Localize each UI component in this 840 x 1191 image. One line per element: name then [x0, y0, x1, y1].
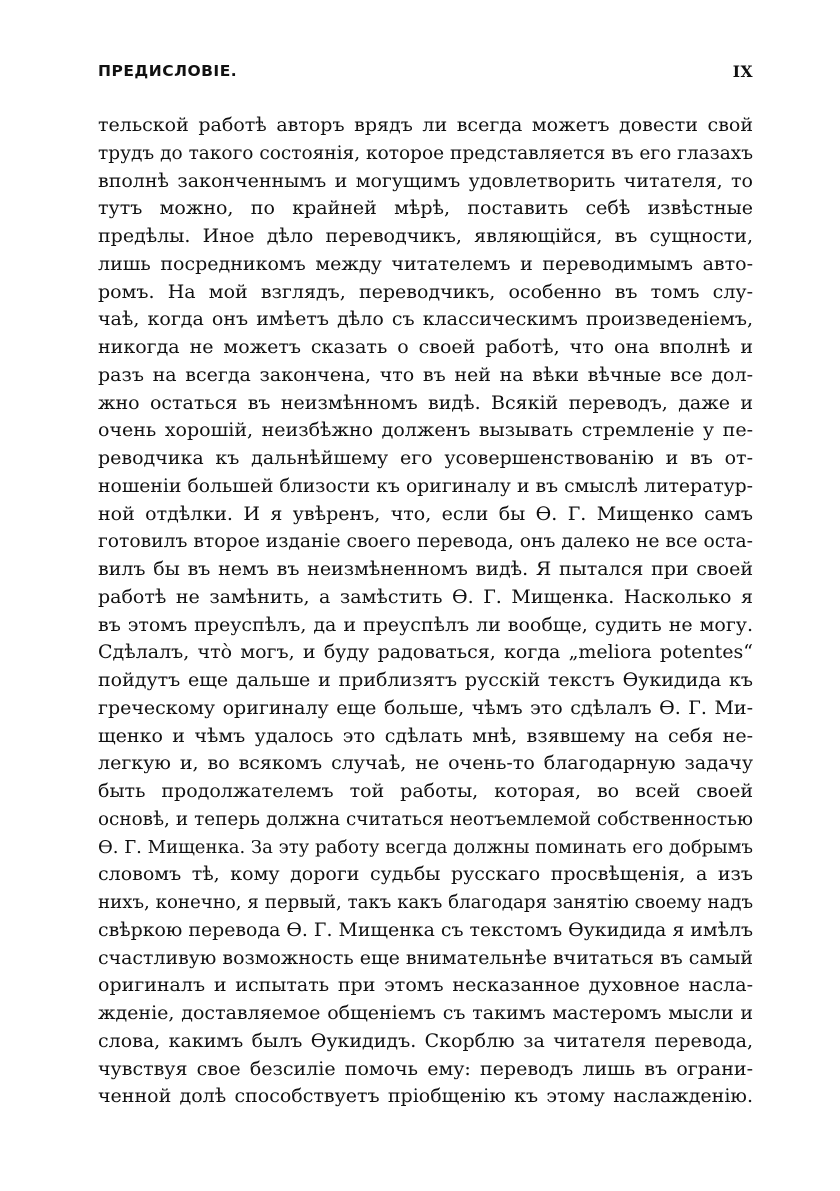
text-line: тельской работѣ авторъ врядъ ли всегда можетъ довести свой — [98, 114, 753, 136]
text-line: предѣлы. Иное дѣло переводчикъ, являющійся, въ сущности, — [98, 225, 753, 247]
page-number: IX — [732, 62, 753, 81]
text-line: трудъ до такого состоянія, которое представляется въ его глазахъ — [98, 142, 753, 164]
text-line: ченной долѣ способствуетъ пріобщенію къ этому наслажденію. — [98, 1085, 753, 1108]
text-line: лишь посредникомъ между читателемъ и переводимымъ авто- — [98, 252, 753, 275]
text-line: пойдутъ еще дальше и приблизятъ русскій текстъ Ѳукидида къ — [98, 669, 753, 691]
text-line: ромъ. На мой взглядъ, переводчикъ, особенно въ томъ слу- — [98, 280, 753, 303]
running-head — [98, 62, 753, 84]
text-line: реводчика къ дальнѣйшему его усовершенствованію и въ от- — [98, 447, 753, 469]
section-title: ПРЕДИСЛОВІЕ. — [98, 62, 238, 80]
text-line: чувствуя свое безсиліе помочь ему: переводъ лишь въ ограни- — [98, 1057, 753, 1080]
text-line: готовилъ второе изданіе своего перевода, онъ далеко не все оста- — [98, 531, 753, 553]
text-line: разъ на всегда закончена, что въ ней на вѣки вѣчные все дол- — [98, 363, 753, 386]
text-line: легкую и, во всякомъ случаѣ, не очень-то благодарную задачу — [98, 752, 753, 775]
text-line: счастливую возможность еще внимательнѣе вчитаться въ самый — [98, 946, 753, 969]
body-text — [98, 112, 753, 1111]
text-line: очень хорошій, неизбѣжно долженъ вызывать стремленіе у пе- — [98, 419, 753, 442]
text-line: ношеніи большей близости къ оригиналу и въ смыслѣ литератур- — [98, 475, 753, 497]
text-line: вилъ бы въ немъ въ неизмѣненномъ видѣ. Я пытался при своей — [98, 558, 753, 580]
text-line: быть продолжателемъ той работы, которая, во всей своей — [98, 780, 753, 802]
text-line: никогда не можетъ сказать о своей работѣ, что она вполнѣ и — [98, 336, 753, 358]
text-line: жденіе, доставляемое общеніемъ съ такимъ мастеромъ мысли и — [98, 1002, 753, 1024]
text-line: Ѳ. Г. Мищенка. За эту работу всегда должны поминать его добрымъ — [98, 836, 753, 858]
text-line: слова, какимъ былъ Ѳукидидъ. Скорблю за читателя перевода, — [98, 1029, 753, 1052]
text-line: въ этомъ преуспѣлъ, да и преуспѣлъ ли вообще, судить не могу. — [98, 613, 753, 636]
text-line: свѣркою перевода Ѳ. Г. Мищенка съ текстомъ Ѳукидида я имѣлъ — [98, 918, 753, 941]
text-line: работѣ не замѣнить, а замѣстить Ѳ. Г. Мищенка. Насколько я — [98, 585, 753, 608]
text-line: оригиналъ и испытать при этомъ несказанное духовное насла- — [98, 974, 753, 997]
text-line: словомъ тѣ, кому дороги судьбы русскаго просвѣщенія, а изъ — [98, 863, 753, 886]
text-line: вполнѣ законченнымъ и могущимъ удовлетворить читателя, то — [98, 169, 753, 192]
text-line: ной отдѣлки. И я увѣренъ, что, если бы Ѳ. Г. Мищенко самъ — [98, 502, 753, 525]
text-line: щенко и чѣмъ удалось это сдѣлать мнѣ, взявшему на себя не- — [98, 724, 753, 747]
text-line: греческому оригиналу еще больше, чѣмъ это сдѣлалъ Ѳ. Г. Ми- — [98, 696, 753, 719]
text-line: жно остаться въ неизмѣнномъ видѣ. Всякій переводъ, даже и — [98, 391, 753, 414]
text-line: Сдѣлалъ, что̀ могъ, и буду радоваться, когда „meliora potentes“ — [98, 641, 753, 664]
text-line: основѣ, и теперь должна считаться неотъемлемой собственностью — [98, 808, 753, 830]
text-line: нихъ, конечно, я первый, такъ какъ благодаря занятію своему надъ — [98, 892, 753, 913]
text-line: тутъ можно, по крайней мѣрѣ, поставить себѣ извѣстные — [98, 197, 753, 220]
text-line: чаѣ, когда онъ имѣетъ дѣло съ классическимъ произведеніемъ, — [98, 308, 753, 331]
